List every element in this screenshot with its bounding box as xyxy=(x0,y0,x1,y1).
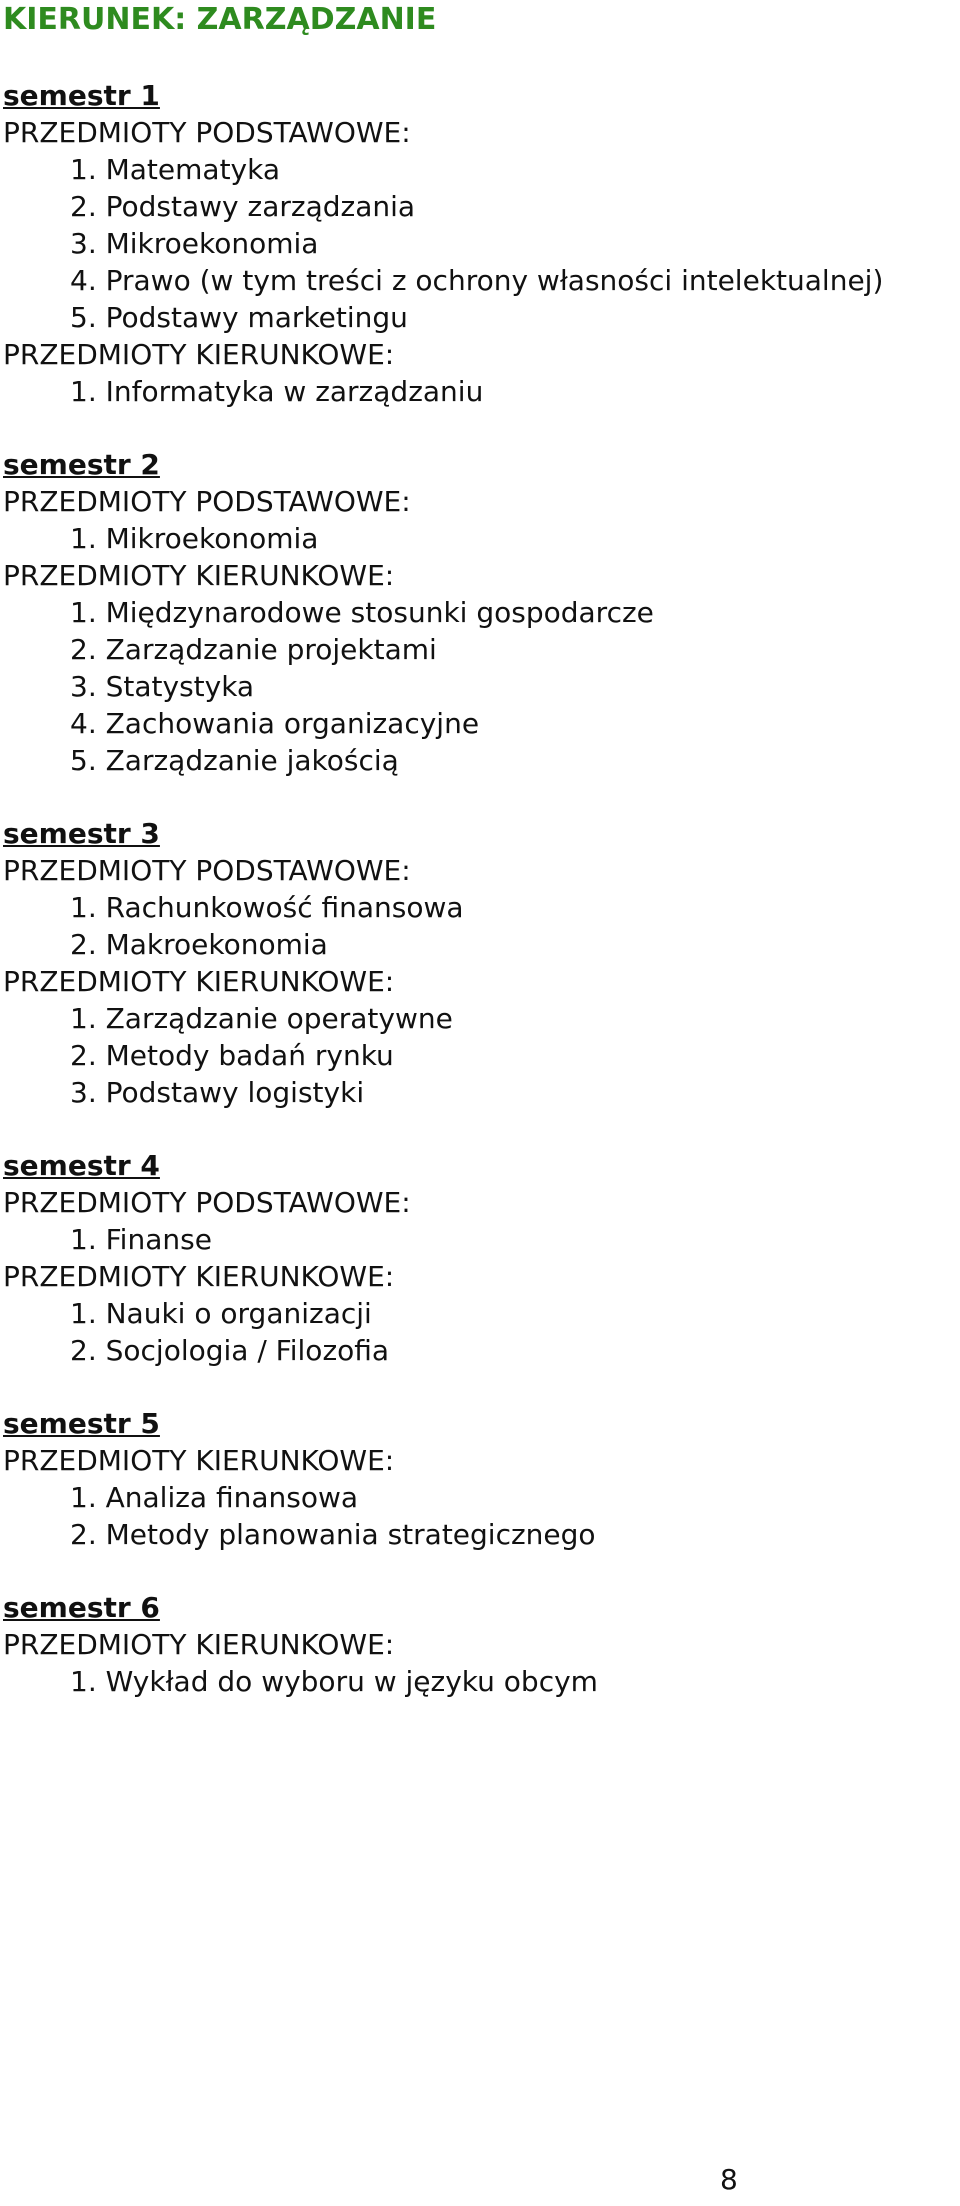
semester-heading: semestr 3 xyxy=(3,817,160,850)
subject-item: 2. Metody planowania strategicznego xyxy=(70,1518,596,1551)
semester-section xyxy=(3,77,953,410)
subject-item: 1. Międzynarodowe stosunki gospodarcze xyxy=(70,596,654,629)
semester-section xyxy=(3,446,953,779)
subject-group-label: PRZEDMIOTY KIERUNKOWE: xyxy=(3,338,395,371)
subject-item: 3. Mikroekonomia xyxy=(70,227,319,260)
subject-item: 2. Makroekonomia xyxy=(70,928,328,961)
semester-heading: semestr 2 xyxy=(3,448,160,481)
subject-item: 5. Podstawy marketingu xyxy=(70,301,408,334)
subject-group-label: PRZEDMIOTY KIERUNKOWE: xyxy=(3,1628,395,1661)
subject-group-label: PRZEDMIOTY KIERUNKOWE: xyxy=(3,1444,395,1477)
curriculum-list xyxy=(3,77,953,1736)
subject-item: 1. Matematyka xyxy=(70,153,280,186)
subject-item: 3. Statystyka xyxy=(70,670,255,703)
subject-group-label: PRZEDMIOTY PODSTAWOWE: xyxy=(3,1186,411,1219)
semester-section xyxy=(3,815,953,1111)
subject-item: 1. Zarządzanie operatywne xyxy=(70,1002,453,1035)
subject-item: 2. Metody badań rynku xyxy=(70,1039,394,1072)
subject-item: 4. Prawo (w tym treści z ochrony własności intelektualnej) xyxy=(70,264,884,297)
semester-heading: semestr 4 xyxy=(3,1149,160,1182)
subject-group-label: PRZEDMIOTY PODSTAWOWE: xyxy=(3,854,411,887)
subject-item: 1. Nauki o organizacji xyxy=(70,1297,372,1330)
semester-heading: semestr 1 xyxy=(3,79,160,112)
subject-item: 1. Wykład do wyboru w języku obcym xyxy=(70,1665,598,1698)
subject-group-label: PRZEDMIOTY PODSTAWOWE: xyxy=(3,116,411,149)
subject-item: 1. Informatyka w zarządzaniu xyxy=(70,375,484,408)
semester-heading: semestr 6 xyxy=(3,1591,160,1624)
subject-item: 5. Zarządzanie jakością xyxy=(70,744,399,777)
subject-item: 1. Analiza finansowa xyxy=(70,1481,359,1514)
subject-item: 2. Podstawy zarządzania xyxy=(70,190,416,223)
semester-heading: semestr 5 xyxy=(3,1407,160,1440)
subject-item: 2. Socjologia / Filozofia xyxy=(70,1334,390,1367)
subject-item: 2. Zarządzanie projektami xyxy=(70,633,437,666)
semester-section xyxy=(3,1147,953,1369)
subject-item: 1. Rachunkowość finansowa xyxy=(70,891,464,924)
subject-item: 1. Finanse xyxy=(70,1223,212,1256)
page-number: 8 xyxy=(720,2163,738,2196)
semester-section xyxy=(3,1405,953,1553)
subject-item: 1. Mikroekonomia xyxy=(70,522,319,555)
semester-section xyxy=(3,1589,953,1700)
page-title: KIERUNEK: ZARZĄDZANIE xyxy=(3,2,437,37)
subject-item: 4. Zachowania organizacyjne xyxy=(70,707,480,740)
subject-group-label: PRZEDMIOTY KIERUNKOWE: xyxy=(3,1260,395,1293)
subject-group-label: PRZEDMIOTY PODSTAWOWE: xyxy=(3,485,411,518)
subject-group-label: PRZEDMIOTY KIERUNKOWE: xyxy=(3,559,395,592)
subject-group-label: PRZEDMIOTY KIERUNKOWE: xyxy=(3,965,395,998)
subject-item: 3. Podstawy logistyki xyxy=(70,1076,365,1109)
